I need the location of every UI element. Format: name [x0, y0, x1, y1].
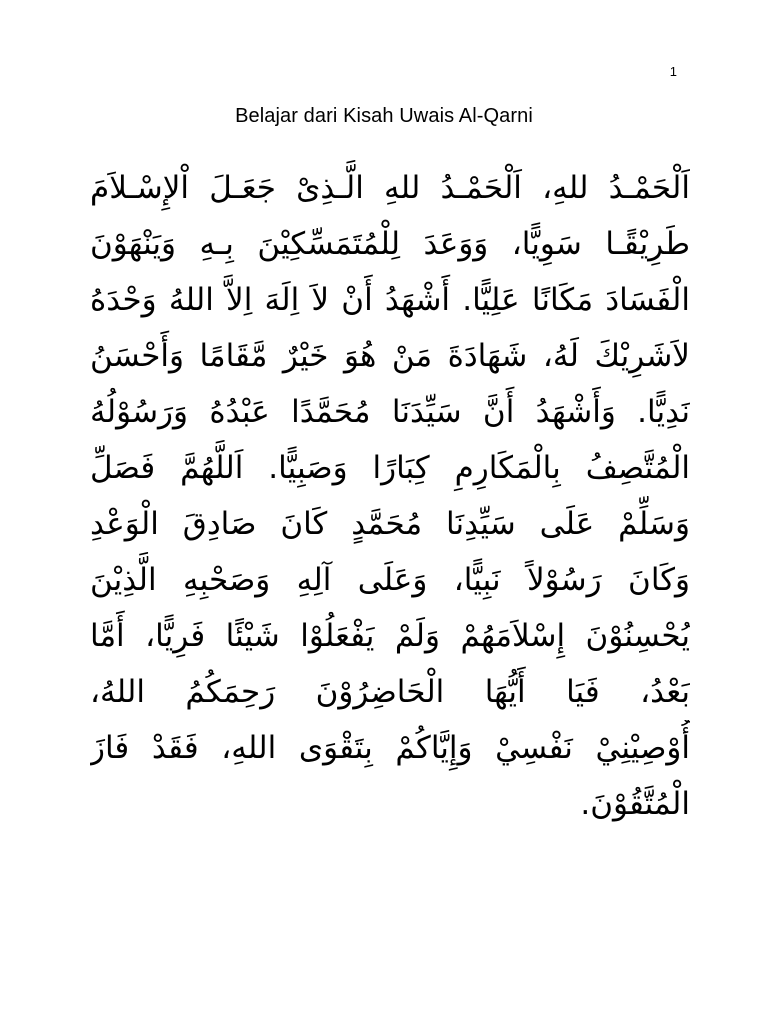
- arabic-line: يُحْسِنُوْنَ إِسْلاَمَهُمْ وَلَمْ يَفْعَلُوْا شَيْئًا فَرِيًّا، أَمَّا: [90, 618, 690, 654]
- arabic-line: أُوْصِيْنِيْ نَفْسِيْ وَإِيَّاكُمْ بِتَقْوَى اللهِ، فَقَدْ فَازَ: [90, 730, 690, 766]
- arabic-line: طَرِيْقًـا سَوِيًّا، وَوَعَدَ لِلْمُتَمَسِّكِيْنَ بِـهِ وَيَنْهَوْنَ: [90, 226, 690, 262]
- arabic-line: لاَشَرِيْكَ لَهُ، شَهَادَةَ مَنْ هُوَ خَيْرٌ مَّقَامًا وَأَحْسَنُ: [90, 338, 690, 374]
- arabic-line: اَلْحَمْـدُ للهِ، اَلْحَمْـدُ للهِ الَّـذِىْ جَعَـلَ اْلإِسْـلاَمَ: [90, 170, 690, 206]
- arabic-line: نَدِيًّا. وَأَشْهَدُ أَنَّ سَيِّدَنَا مُحَمَّدًا عَبْدُهُ وَرَسُوْلُهُ: [90, 394, 690, 430]
- arabic-sermon-text: [90, 160, 690, 832]
- arabic-line: بَعْدُ، فَيَا أَيُّهَا الْحَاضِرُوْنَ رَحِمَكُمُ اللهُ،: [90, 674, 690, 710]
- arabic-line: وَكَانَ رَسُوْلاً نَبِيًّا، وَعَلَى آلِهِ وَصَحْبِهِ الَّذِيْنَ: [90, 562, 690, 598]
- document-title: Belajar dari Kisah Uwais Al-Qarni: [235, 105, 533, 127]
- arabic-line: الْمُتَّقُوْنَ.: [580, 786, 690, 822]
- arabic-line: الْمُتَّصِفُ بِالْمَكَارِمِ كِبَارًا وَصَبِيًّا. اَللَّهُمَّ فَصَلِّ: [90, 450, 690, 486]
- arabic-line: الْفَسَادَ مَكَانًا عَلِيًّا. أَشْهَدُ أَنْ لاَ اِلَهَ اِلاَّ اللهُ وَحْدَهُ: [90, 282, 690, 318]
- arabic-line: وَسَلِّمْ عَلَى سَيِّدِنَا مُحَمَّدٍ كَانَ صَادِقَ الْوَعْدِ: [90, 506, 690, 542]
- page-number: 1: [669, 64, 677, 79]
